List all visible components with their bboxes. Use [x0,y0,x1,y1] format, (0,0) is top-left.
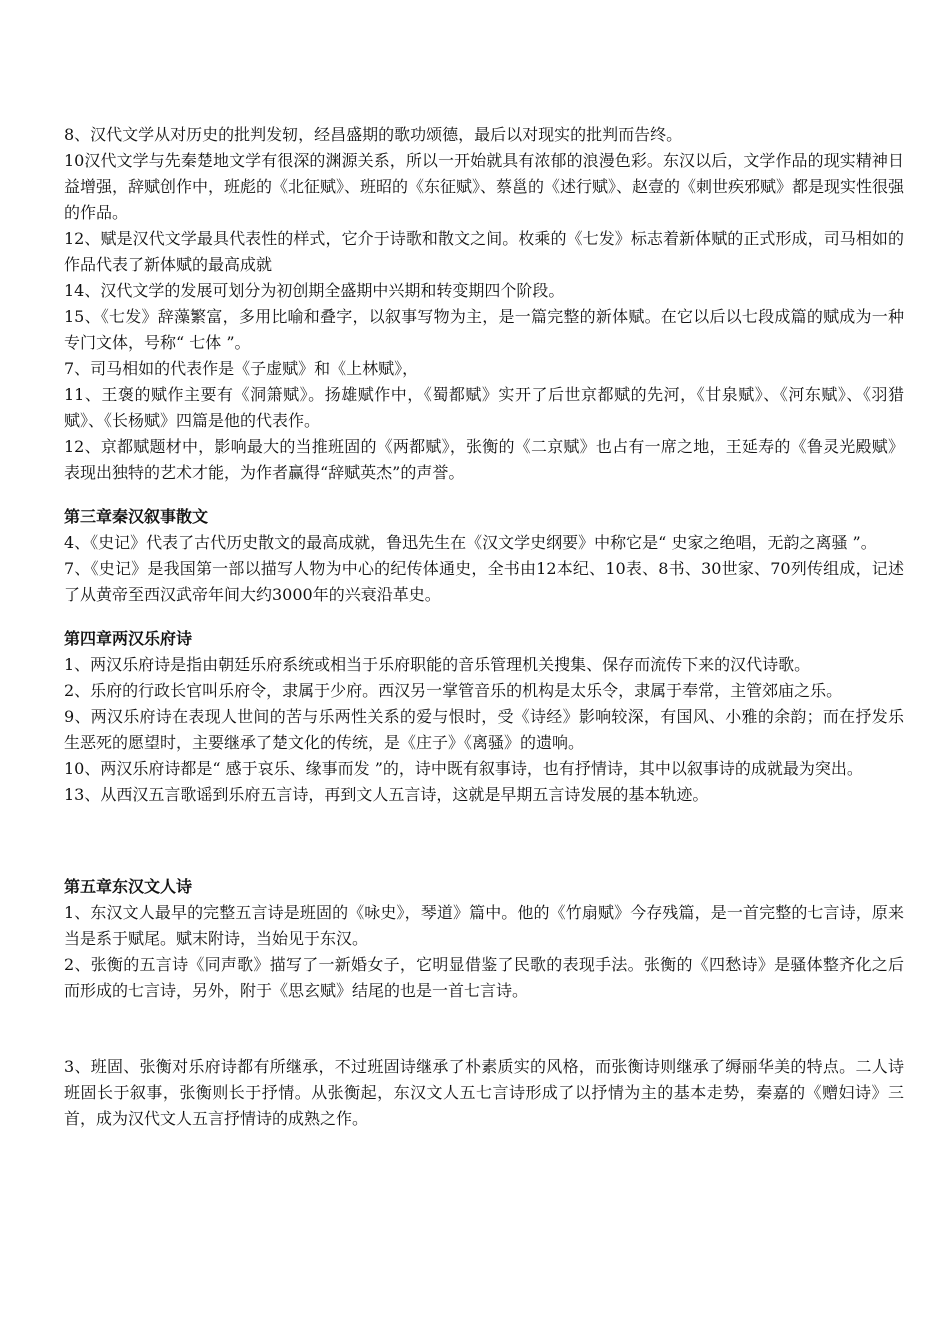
paragraph: 10、两汉乐府诗都是“ 感于哀乐、缘事而发 ”的，诗中既有叙事诗，也有抒情诗，其中以叙事诗的成就最为突出。 [64,759,863,778]
paragraph: 12、京都赋题材中，影响最大的当推班固的《两都赋》，张衡的《二京赋》也占有一席之地，王延寿的《鲁灵光殿赋》表现出独特的艺术才能，为作者赢得“辞赋英杰”的声誉。 [64,437,904,482]
paragraph: 1、两汉乐府诗是指由朝廷乐府系统或相当于乐府职能的音乐管理机关搜集、保存而流传下来的汉代诗歌。 [64,655,811,674]
paragraph: 7、司马相如的代表作是《子虚赋》和《上林赋》， [64,359,419,378]
paragraph: 4、《史记》代表了古代历史散文的最高成就，鲁迅先生在《汉文学史纲要》中称它是“ 史家之绝唱，无韵之离骚 ”。 [64,533,877,552]
paragraph: 3、班固、张衡对乐府诗都有所继承，不过班固诗继承了朴素质实的风格，而张衡诗则继承了缛丽华美的特点。二人诗班固长于叙事，张衡则长于抒情。从张衡起，东汉文人五七言诗形成了以抒情为主的基本走势，秦嘉的《赠妇诗》三首，成为汉代文人五言抒情诗的成熟之作。 [64,1057,904,1128]
paragraph: 2、乐府的行政长官叫乐府令，隶属于少府。西汉另一掌管音乐的机构是太乐令，隶属于奉常，主管郊庙之乐。 [64,681,843,700]
paragraph: 15、《七发》辞藻繁富，多用比喻和叠字，以叙事写物为主，是一篇完整的新体赋。在它以后以七段成篇的赋成为一种专门文体，号称“ 七体 ”。 [64,307,904,352]
section-spacer [64,808,904,874]
section-spacer [64,486,904,504]
document-page [64,122,904,1132]
chapter-heading: 第四章两汉乐府诗 [64,629,193,648]
paragraph: 11、王褒的赋作主要有《洞箫赋》。扬雄赋作中，《蜀都赋》实开了后世京都赋的先河，《甘泉赋》、《河东赋》、《羽猎赋》、《长杨赋》四篇是他的代表作。 [64,385,904,430]
paragraph: 9、两汉乐府诗在表现人世间的苦与乐两性关系的爱与恨时，受《诗经》影响较深，有国风、小雅的余韵；而在抒发乐生恶死的愿望时，主要继承了楚文化的传统，是《庄子》《离骚》的遗响。 [64,707,904,752]
paragraph: 10汉代文学与先秦楚地文学有很深的渊源关系，所以一开始就具有浓郁的浪漫色彩。东汉以后，文学作品的现实精神日益增强，辞赋创作中，班彪的《北征赋》、班昭的《东征赋》、蔡邕的《述行赋》、赵壹的《刺世疾邪赋》都是现实性很强的作品。 [64,151,905,222]
paragraph: 1、东汉文人最早的完整五言诗是班固的《咏史》，琴道》篇中。他的《竹扇赋》今存残篇，是一首完整的七言诗，原来当是系于赋尾。赋末附诗，当始见于东汉。 [64,903,904,948]
paragraph: 7、《史记》是我国第一部以描写人物为中心的纪传体通史，全书由12本纪、10表、8书、30世家、70列传组成，记述了从黄帝至西汉武帝年间大约3000年的兴衰沿革史。 [64,559,904,604]
paragraph: 14、汉代文学的发展可划分为初创期全盛期中兴期和转变期四个阶段。 [64,281,565,300]
paragraph: 13、从西汉五言歌谣到乐府五言诗，再到文人五言诗，这就是早期五言诗发展的基本轨迹。 [64,785,709,804]
section-spacer [64,608,904,626]
paragraph: 2、张衡的五言诗《同声歌》描写了一新婚女子，它明显借鉴了民歌的表现手法。张衡的《四愁诗》是骚体整齐化之后而形成的七言诗，另外，附于《思玄赋》结尾的也是一首七言诗。 [64,955,904,1000]
chapter-heading: 第三章秦汉叙事散文 [64,507,209,526]
paragraph: 8、汉代文学从对历史的批判发轫，经昌盛期的歌功颂德，最后以对现实的批判而告终。 [64,125,683,144]
paragraph: 12、赋是汉代文学最具代表性的样式，它介于诗歌和散文之间。枚乘的《七发》标志着新体赋的正式形成，司马相如的作品代表了新体赋的最高成就 [64,229,904,274]
section-spacer [64,1004,904,1054]
chapter-heading: 第五章东汉文人诗 [64,877,193,896]
